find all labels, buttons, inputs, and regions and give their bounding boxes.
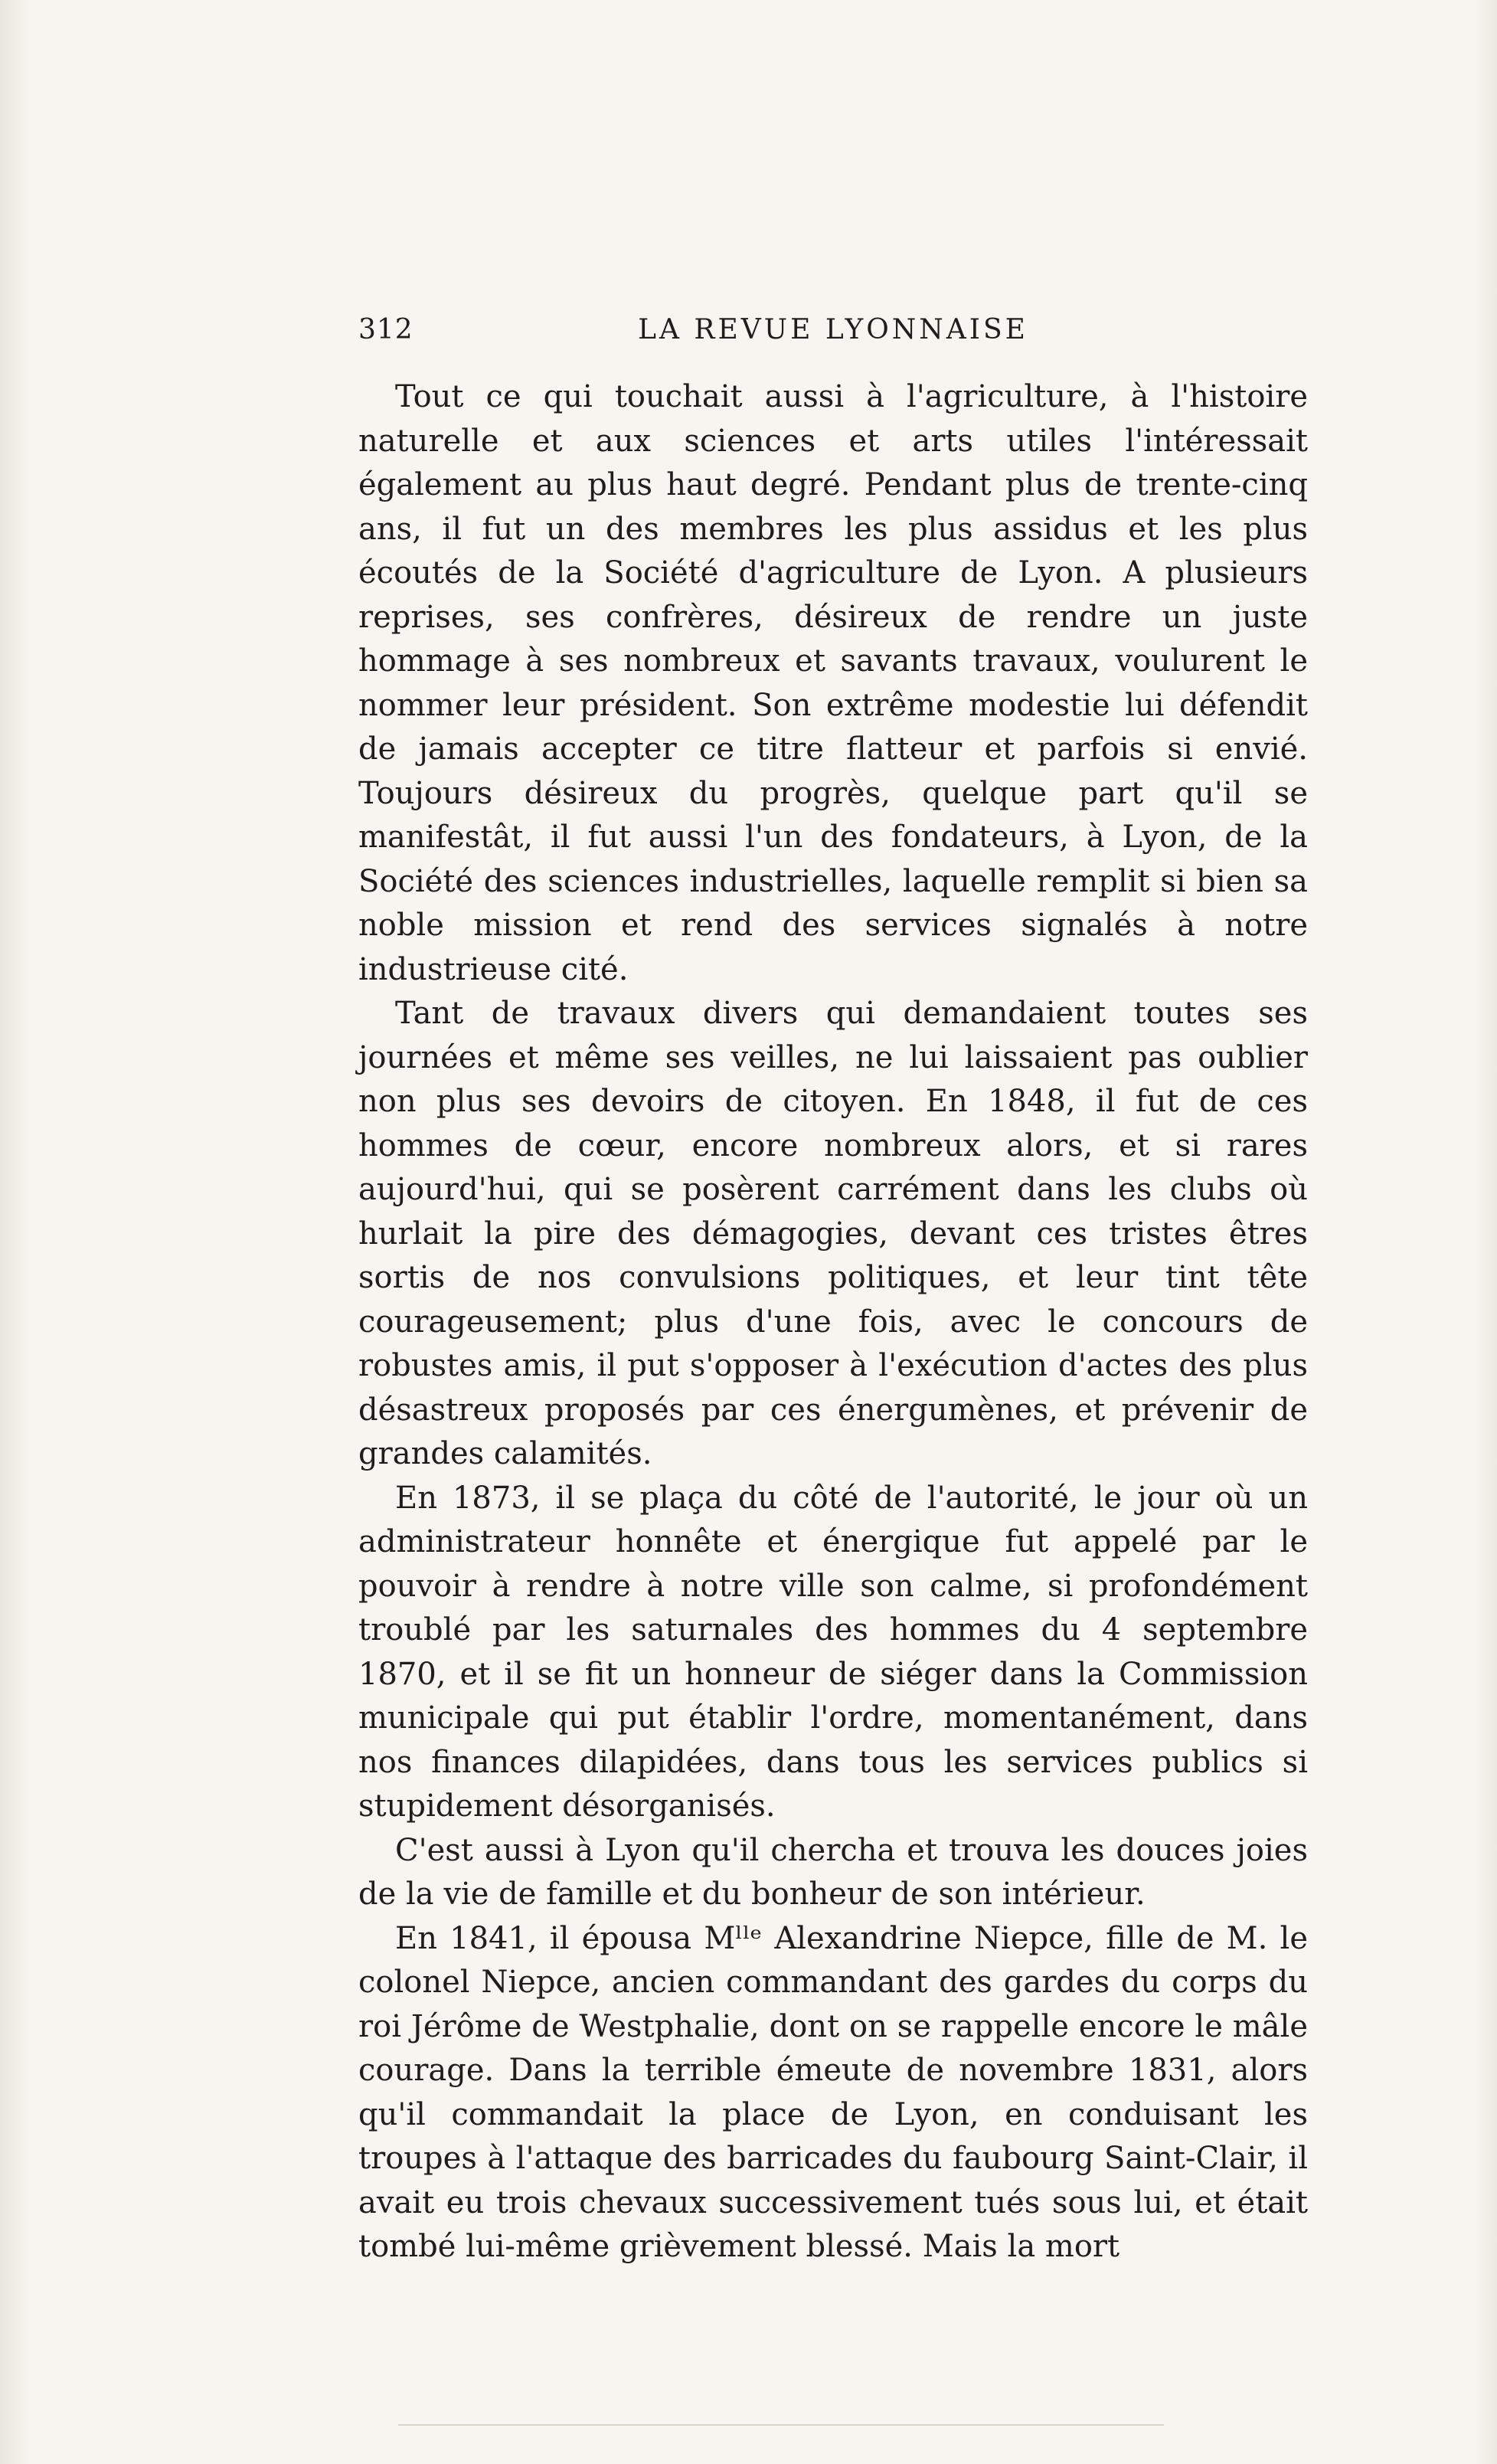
journal-title: LA REVUE LYONNAISE xyxy=(638,314,1028,345)
scan-bottom-rule xyxy=(398,2424,1164,2426)
book-page xyxy=(358,314,1308,2269)
paragraph-commission: En 1873, il se plaça du côté de l'autorité, le jour où un administrateur honnête et énergique fut appelé par le pouvoir à rendre à notre ville son calme, si profondément troublé par les saturnales des hommes du 4 septembre 1870, et il se fit un honneur de siéger dans la Commission municipale qui put établir l'ordre, momentanément, dans nos finances dilapidées, dans tous les services publics si stupidement désorganisés. xyxy=(358,1480,1308,1824)
scan-right-margin xyxy=(1474,0,1497,2464)
body-text xyxy=(358,375,1308,2269)
paragraph-family: C'est aussi à Lyon qu'il chercha et trouva les douces joies de la vie de famille et du bonheur de son intérieur. xyxy=(358,1832,1308,1912)
paragraph-agriculture: Tout ce qui touchait aussi à l'agriculture, à l'histoire naturelle et aux sciences et arts utiles l'intéressait également au plus haut degré. Pendant plus de trente-cinq ans, il fut un des membres les plus assidus et les plus écoutés de la Société d'agriculture de Lyon. A plusieurs reprises, ses confrères, désireux de rendre un juste hommage à ses nombreux et savants travaux, voulurent le nommer leur président. Son extrême modestie lui défendit de jamais accepter ce titre flatteur et parfois si envié. Toujours désireux du progrès, quelque part qu'il se manifestât, il fut aussi l'un des fondateurs, à Lyon, de la Société des sciences industrielles, laquelle remplit si bien sa noble mission et rend des services signalés à notre industrieuse cité. xyxy=(358,379,1308,987)
running-head xyxy=(358,314,1308,360)
paragraph-citizenship: Tant de travaux divers qui demandaient toutes ses journées et même ses veilles, ne lui laissaient pas oublier non plus ses devoirs de citoyen. En 1848, il fut de ces hommes de cœur, encore nombreux alors, et si rares aujourd'hui, qui se posèrent carrément dans les clubs où hurlait la pire des démagogies, devant ces tristes êtres sortis de nos convulsions politiques, et leur tint tête courageusement; plus d'une fois, avec le concours de robustes amis, il put s'opposer à l'exécution d'actes des plus désastreux proposés par ces énergumènes, et prévenir de grandes calamités. xyxy=(358,996,1308,1471)
scan-left-margin xyxy=(0,0,31,2464)
page-number: 312 xyxy=(358,314,413,345)
paragraph-marriage: En 1841, il épousa Mˡˡᵉ Alexandrine Niepce, fille de M. le colonel Niepce, ancien commandant des gardes du corps du roi Jérôme de Westphalie, dont on se rappelle encore le mâle courage. Dans la terrible émeute de novembre 1831, alors qu'il commandait la place de Lyon, en conduisant les troupes à l'attaque des barricades du faubourg Saint-Clair, il avait eu trois chevaux successivement tués sous lui, et était tombé lui-même grièvement blessé. Mais la mort xyxy=(358,1920,1308,2264)
